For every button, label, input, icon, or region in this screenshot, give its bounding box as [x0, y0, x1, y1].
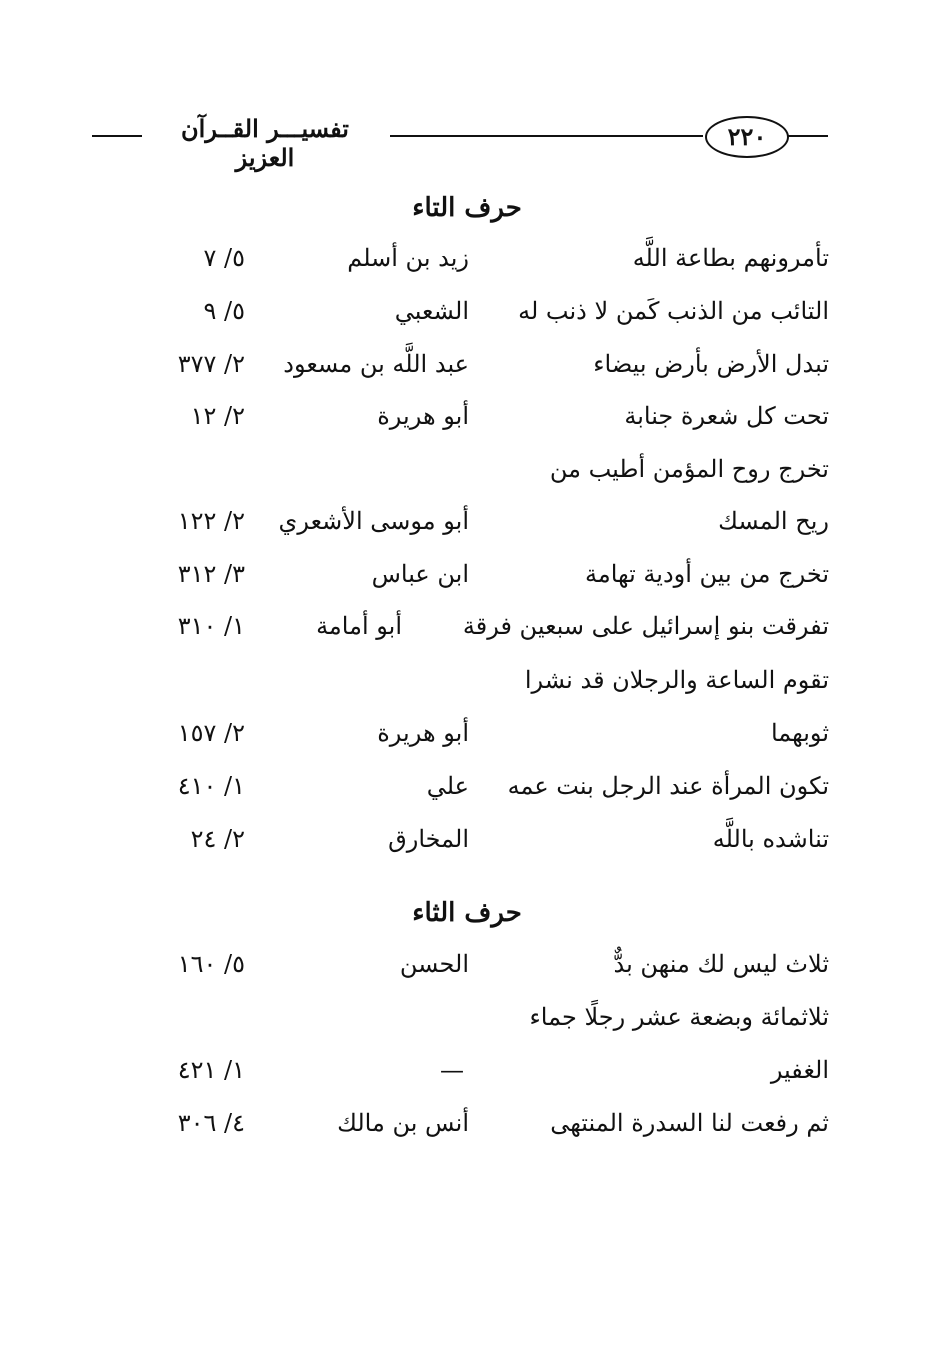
header-rule-right	[788, 135, 828, 137]
index-row	[0, 719, 934, 759]
index-row	[0, 772, 934, 812]
page-header	[0, 108, 934, 172]
hadith-text: ثم رفعت لنا السدرة المنتهى	[550, 1109, 829, 1137]
index-row	[0, 560, 934, 600]
hadith-text: تبدل الأرض بأرض بيضاء	[593, 350, 829, 378]
reference: ٥/ ٩	[203, 297, 245, 325]
narrator: علي	[426, 772, 469, 800]
index-row	[0, 666, 934, 706]
reference: ٢/ ٣٧٧	[177, 350, 245, 378]
index-row	[0, 244, 934, 284]
reference: ٣/ ٣١٢	[177, 560, 245, 588]
section-title: حرف الثاء	[412, 898, 522, 928]
hadith-text: التائب من الذنب كَمن لا ذنب له	[518, 297, 829, 325]
index-row	[0, 1109, 934, 1149]
index-row	[0, 455, 934, 495]
narrator: أبو موسى الأشعري	[278, 507, 469, 535]
hadith-text: ثلاث ليس لك منهن بدٌّ	[613, 950, 829, 978]
hadith-text: الغفير	[770, 1056, 829, 1084]
book-title: تفسيـــر القــرآن العزيز	[181, 114, 349, 172]
narrator: الحسن	[399, 950, 469, 978]
narrator: أبو هريرة	[377, 719, 469, 747]
index-row	[0, 350, 934, 390]
hadith-text: تناشده باللَّه	[712, 825, 829, 853]
reference: ٢/ ٢٤	[190, 825, 245, 853]
hadith-text: تحت كل شعرة جنابة	[624, 402, 829, 430]
header-rule-middle	[390, 135, 703, 137]
reference: ١/ ٤٢١	[177, 1056, 245, 1084]
header-rule-left	[92, 135, 142, 137]
index-row	[0, 507, 934, 547]
reference: ١/ ٤١٠	[177, 772, 245, 800]
index-row	[0, 1003, 934, 1043]
narrator: أنس بن مالك	[337, 1109, 469, 1137]
reference: ١/ ٣١٠	[177, 612, 245, 640]
hadith-text: تفرقت بنو إسرائيل على سبعين فرقة	[462, 612, 829, 640]
hadith-text: تقوم الساعة والرجلان قد نشرا	[524, 666, 829, 694]
narrator: أبو أمامة	[316, 612, 402, 640]
hadith-text: تأمرونهم بطاعة اللَّه	[632, 244, 829, 272]
reference: ٥/ ٧	[203, 244, 245, 272]
reference: ٢/ ١٥٧	[177, 719, 245, 747]
reference: ٤/ ٣٠٦	[177, 1109, 245, 1137]
hadith-text: تخرج من بين أودية تهامة	[584, 560, 829, 588]
narrator: —	[440, 1056, 464, 1084]
narrator: عبد اللَّه بن مسعود	[283, 350, 469, 378]
index-row	[0, 1056, 934, 1096]
hadith-text: ثلاثمائة وبضعة عشر رجلًا جماء	[529, 1003, 829, 1031]
index-row	[0, 950, 934, 990]
narrator: المخارق	[388, 825, 469, 853]
index-row	[0, 402, 934, 442]
reference: ٥/ ١٦٠	[177, 950, 245, 978]
hadith-text: ثوبهما	[770, 719, 829, 747]
narrator: ابن عباس	[371, 560, 469, 588]
reference: ٢/ ١٢٢	[177, 507, 245, 535]
hadith-text: تخرج روح المؤمن أطيب من	[549, 455, 829, 483]
reference: ٢/ ١٢	[190, 402, 245, 430]
hadith-text: ريح المسك	[718, 507, 829, 535]
index-row	[0, 612, 934, 652]
section-title: حرف التاء	[412, 193, 522, 223]
narrator: الشعبي	[394, 297, 469, 325]
hadith-text: تكون المرأة عند الرجل بنت عمه	[507, 772, 829, 800]
narrator: زيد بن أسلم	[347, 244, 469, 272]
index-row	[0, 825, 934, 865]
page-number: ٢٢٠	[705, 116, 789, 158]
narrator: أبو هريرة	[377, 402, 469, 430]
index-row	[0, 297, 934, 337]
